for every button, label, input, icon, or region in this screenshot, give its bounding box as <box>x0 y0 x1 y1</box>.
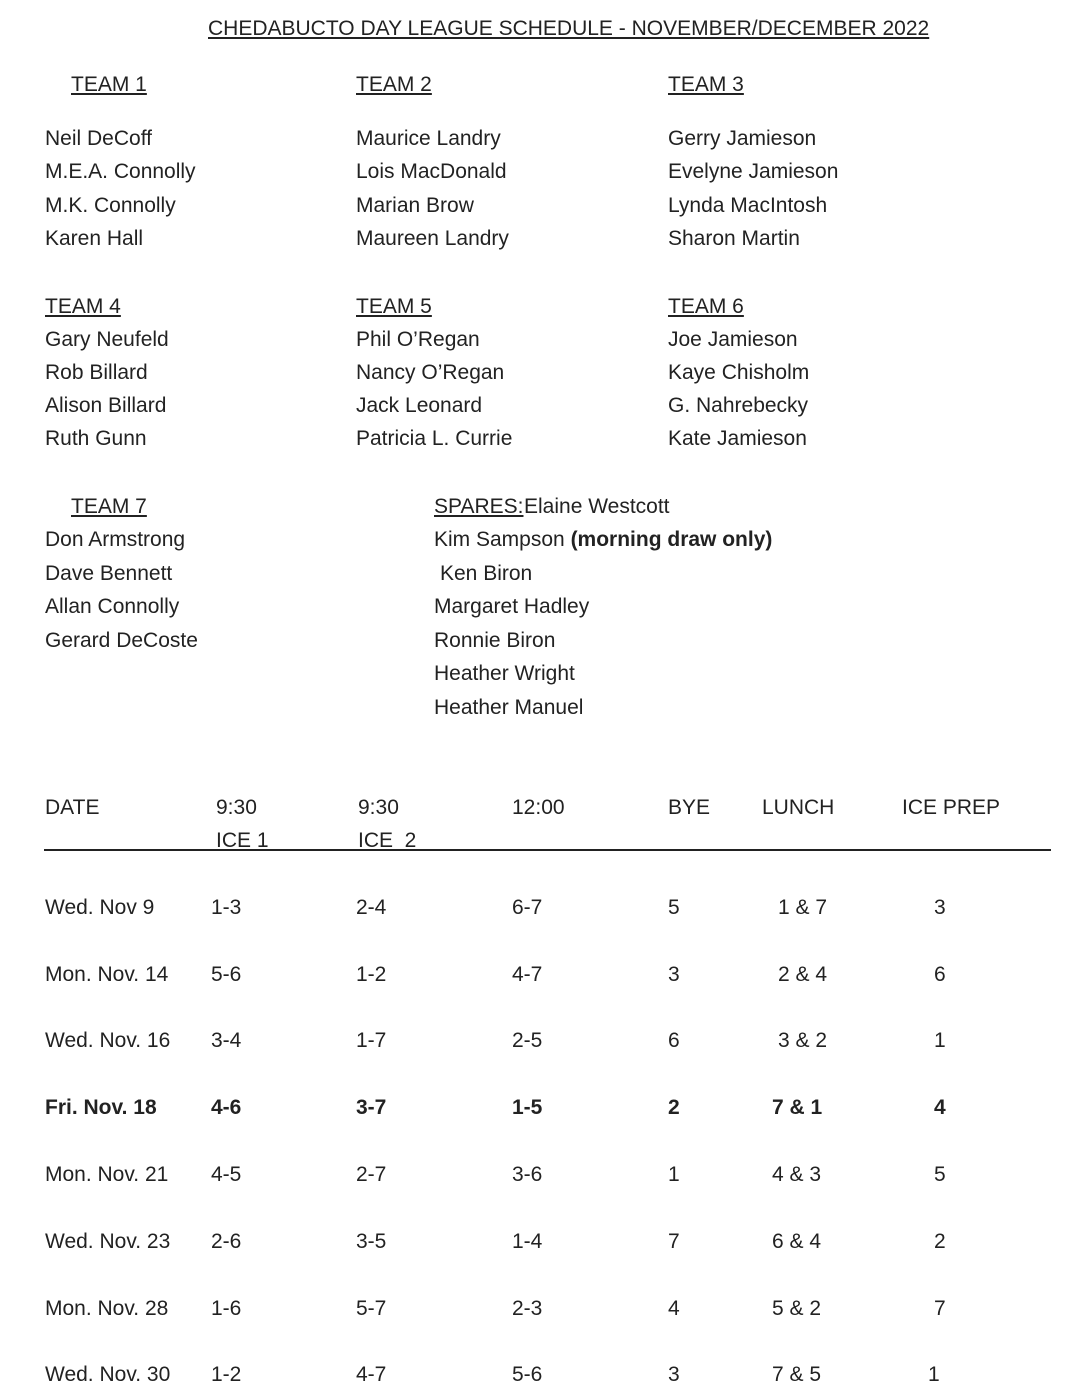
row-bye: 4 <box>668 1297 680 1320</box>
row-lunch: 6 & 4 <box>772 1230 822 1253</box>
row-ice2: 3-5 <box>356 1230 387 1253</box>
header-ice2-label: ICE 2 <box>358 829 417 852</box>
row-lunch: 7 & 1 <box>772 1096 823 1119</box>
team-member: Jack Leonard <box>356 394 483 417</box>
header-noon: 12:00 <box>512 796 565 819</box>
spare-member: Heather Manuel <box>434 696 584 719</box>
header-divider <box>44 849 1051 851</box>
team-member: Phil O’Regan <box>356 328 480 351</box>
team-member: Patricia L. Currie <box>356 427 513 450</box>
team-member: Kate Jamieson <box>668 427 807 450</box>
team-member: M.K. Connolly <box>45 194 176 217</box>
page-title: CHEDABUCTO DAY LEAGUE SCHEDULE - NOVEMBER/DECEMBER 2022 <box>208 17 930 40</box>
team-heading: TEAM 5 <box>356 295 432 318</box>
row-lunch: 7 & 5 <box>772 1363 822 1386</box>
row-ice1: 2-6 <box>211 1230 242 1253</box>
team-member: Nancy O’Regan <box>356 361 505 384</box>
row-lunch: 2 & 4 <box>778 963 828 986</box>
team-member: Gerry Jamieson <box>668 127 817 150</box>
row-ice-prep: 7 <box>934 1297 946 1320</box>
row-bye: 3 <box>668 963 680 986</box>
row-ice-prep: 3 <box>934 896 946 919</box>
row-ice2: 4-7 <box>356 1363 387 1386</box>
row-lunch: 1 & 7 <box>778 896 828 919</box>
row-noon: 1-4 <box>512 1230 543 1253</box>
row-date: Fri. Nov. 18 <box>45 1096 157 1119</box>
team-member: M.E.A. Connolly <box>45 160 196 183</box>
row-date: Wed. Nov. 30 <box>45 1363 171 1386</box>
team-member: Neil DeCoff <box>45 127 152 150</box>
team-member: Alison Billard <box>45 394 167 417</box>
row-ice2: 1-2 <box>356 963 387 986</box>
row-noon: 3-6 <box>512 1163 543 1186</box>
row-bye: 2 <box>668 1096 680 1119</box>
team-member: Lois MacDonald <box>356 160 507 183</box>
row-noon: 2-5 <box>512 1029 543 1052</box>
team-member: Maurice Landry <box>356 127 501 150</box>
row-ice-prep: 5 <box>934 1163 946 1186</box>
row-ice2: 3-7 <box>356 1096 387 1119</box>
team-member: Sharon Martin <box>668 227 800 250</box>
row-lunch: 3 & 2 <box>778 1029 828 1052</box>
team-member: Kaye Chisholm <box>668 361 810 384</box>
header-ice-prep: ICE PREP <box>902 796 1001 819</box>
row-ice1: 1-2 <box>211 1363 242 1386</box>
team-heading: TEAM 1 <box>71 73 147 96</box>
row-ice-prep: 1 <box>934 1029 946 1052</box>
row-bye: 7 <box>668 1230 680 1253</box>
team-member: Lynda MacIntosh <box>668 194 828 217</box>
team-member: Gerard DeCoste <box>45 629 198 652</box>
spare-member: Elaine Westcott <box>524 495 670 518</box>
row-ice-prep: 6 <box>934 963 946 986</box>
team-member: Ruth Gunn <box>45 427 147 450</box>
team-member: Gary Neufeld <box>45 328 169 351</box>
spare-note: (morning draw only) <box>570 528 773 551</box>
row-ice-prep: 1 <box>928 1363 940 1386</box>
spare-member <box>434 529 772 550</box>
team-member: Maureen Landry <box>356 227 509 250</box>
row-ice-prep: 4 <box>934 1096 946 1119</box>
row-ice1: 1-6 <box>211 1297 242 1320</box>
row-ice1: 5-6 <box>211 963 242 986</box>
spare-member: Heather Wright <box>434 662 575 685</box>
spare-member: Margaret Hadley <box>434 595 590 618</box>
team-member: Joe Jamieson <box>668 328 798 351</box>
row-bye: 3 <box>668 1363 680 1386</box>
team-member: G. Nahrebecky <box>668 394 809 417</box>
team-member: Karen Hall <box>45 227 144 250</box>
row-date: Mon. Nov. 28 <box>45 1297 169 1320</box>
team-member: Evelyne Jamieson <box>668 160 839 183</box>
team-member: Allan Connolly <box>45 595 180 618</box>
row-ice2: 2-4 <box>356 896 387 919</box>
row-bye: 5 <box>668 896 680 919</box>
header-ice1-time: 9:30 <box>216 796 257 819</box>
row-ice1: 3-4 <box>211 1029 242 1052</box>
row-lunch: 5 & 2 <box>772 1297 822 1320</box>
spare-name: Kim Sampson <box>434 528 565 551</box>
row-ice1: 1-3 <box>211 896 242 919</box>
row-noon: 5-6 <box>512 1363 543 1386</box>
row-ice2: 1-7 <box>356 1029 387 1052</box>
spare-member: Ronnie Biron <box>434 629 556 652</box>
header-ice2-time: 9:30 <box>358 796 399 819</box>
row-date: Wed. Nov 9 <box>45 896 155 919</box>
row-lunch: 4 & 3 <box>772 1163 822 1186</box>
row-ice1: 4-5 <box>211 1163 242 1186</box>
row-date: Wed. Nov. 16 <box>45 1029 171 1052</box>
header-ice1-label: ICE 1 <box>216 829 269 852</box>
row-noon: 2-3 <box>512 1297 543 1320</box>
row-ice2: 2-7 <box>356 1163 387 1186</box>
row-ice2: 5-7 <box>356 1297 387 1320</box>
header-lunch: LUNCH <box>762 796 835 819</box>
row-bye: 6 <box>668 1029 680 1052</box>
team-heading: TEAM 2 <box>356 73 432 96</box>
team-member: Marian Brow <box>356 194 474 217</box>
row-ice1: 4-6 <box>211 1096 242 1119</box>
row-ice-prep: 2 <box>934 1230 946 1253</box>
row-date: Wed. Nov. 23 <box>45 1230 171 1253</box>
row-date: Mon. Nov. 21 <box>45 1163 169 1186</box>
row-noon: 4-7 <box>512 963 543 986</box>
row-date: Mon. Nov. 14 <box>45 963 169 986</box>
header-bye: BYE <box>668 796 711 819</box>
team-member: Dave Bennett <box>45 562 173 585</box>
spares-label: SPARES: <box>434 495 524 518</box>
spare-member: Ken Biron <box>440 562 533 585</box>
team-heading: TEAM 6 <box>668 295 744 318</box>
row-noon: 6-7 <box>512 896 543 919</box>
row-noon: 1-5 <box>512 1096 543 1119</box>
header-date: DATE <box>45 796 100 819</box>
team-heading: TEAM 4 <box>45 295 121 318</box>
team-member: Don Armstrong <box>45 528 186 551</box>
team-heading: TEAM 3 <box>668 73 744 96</box>
row-bye: 1 <box>668 1163 680 1186</box>
team-member: Rob Billard <box>45 361 148 384</box>
team-heading: TEAM 7 <box>71 495 147 518</box>
